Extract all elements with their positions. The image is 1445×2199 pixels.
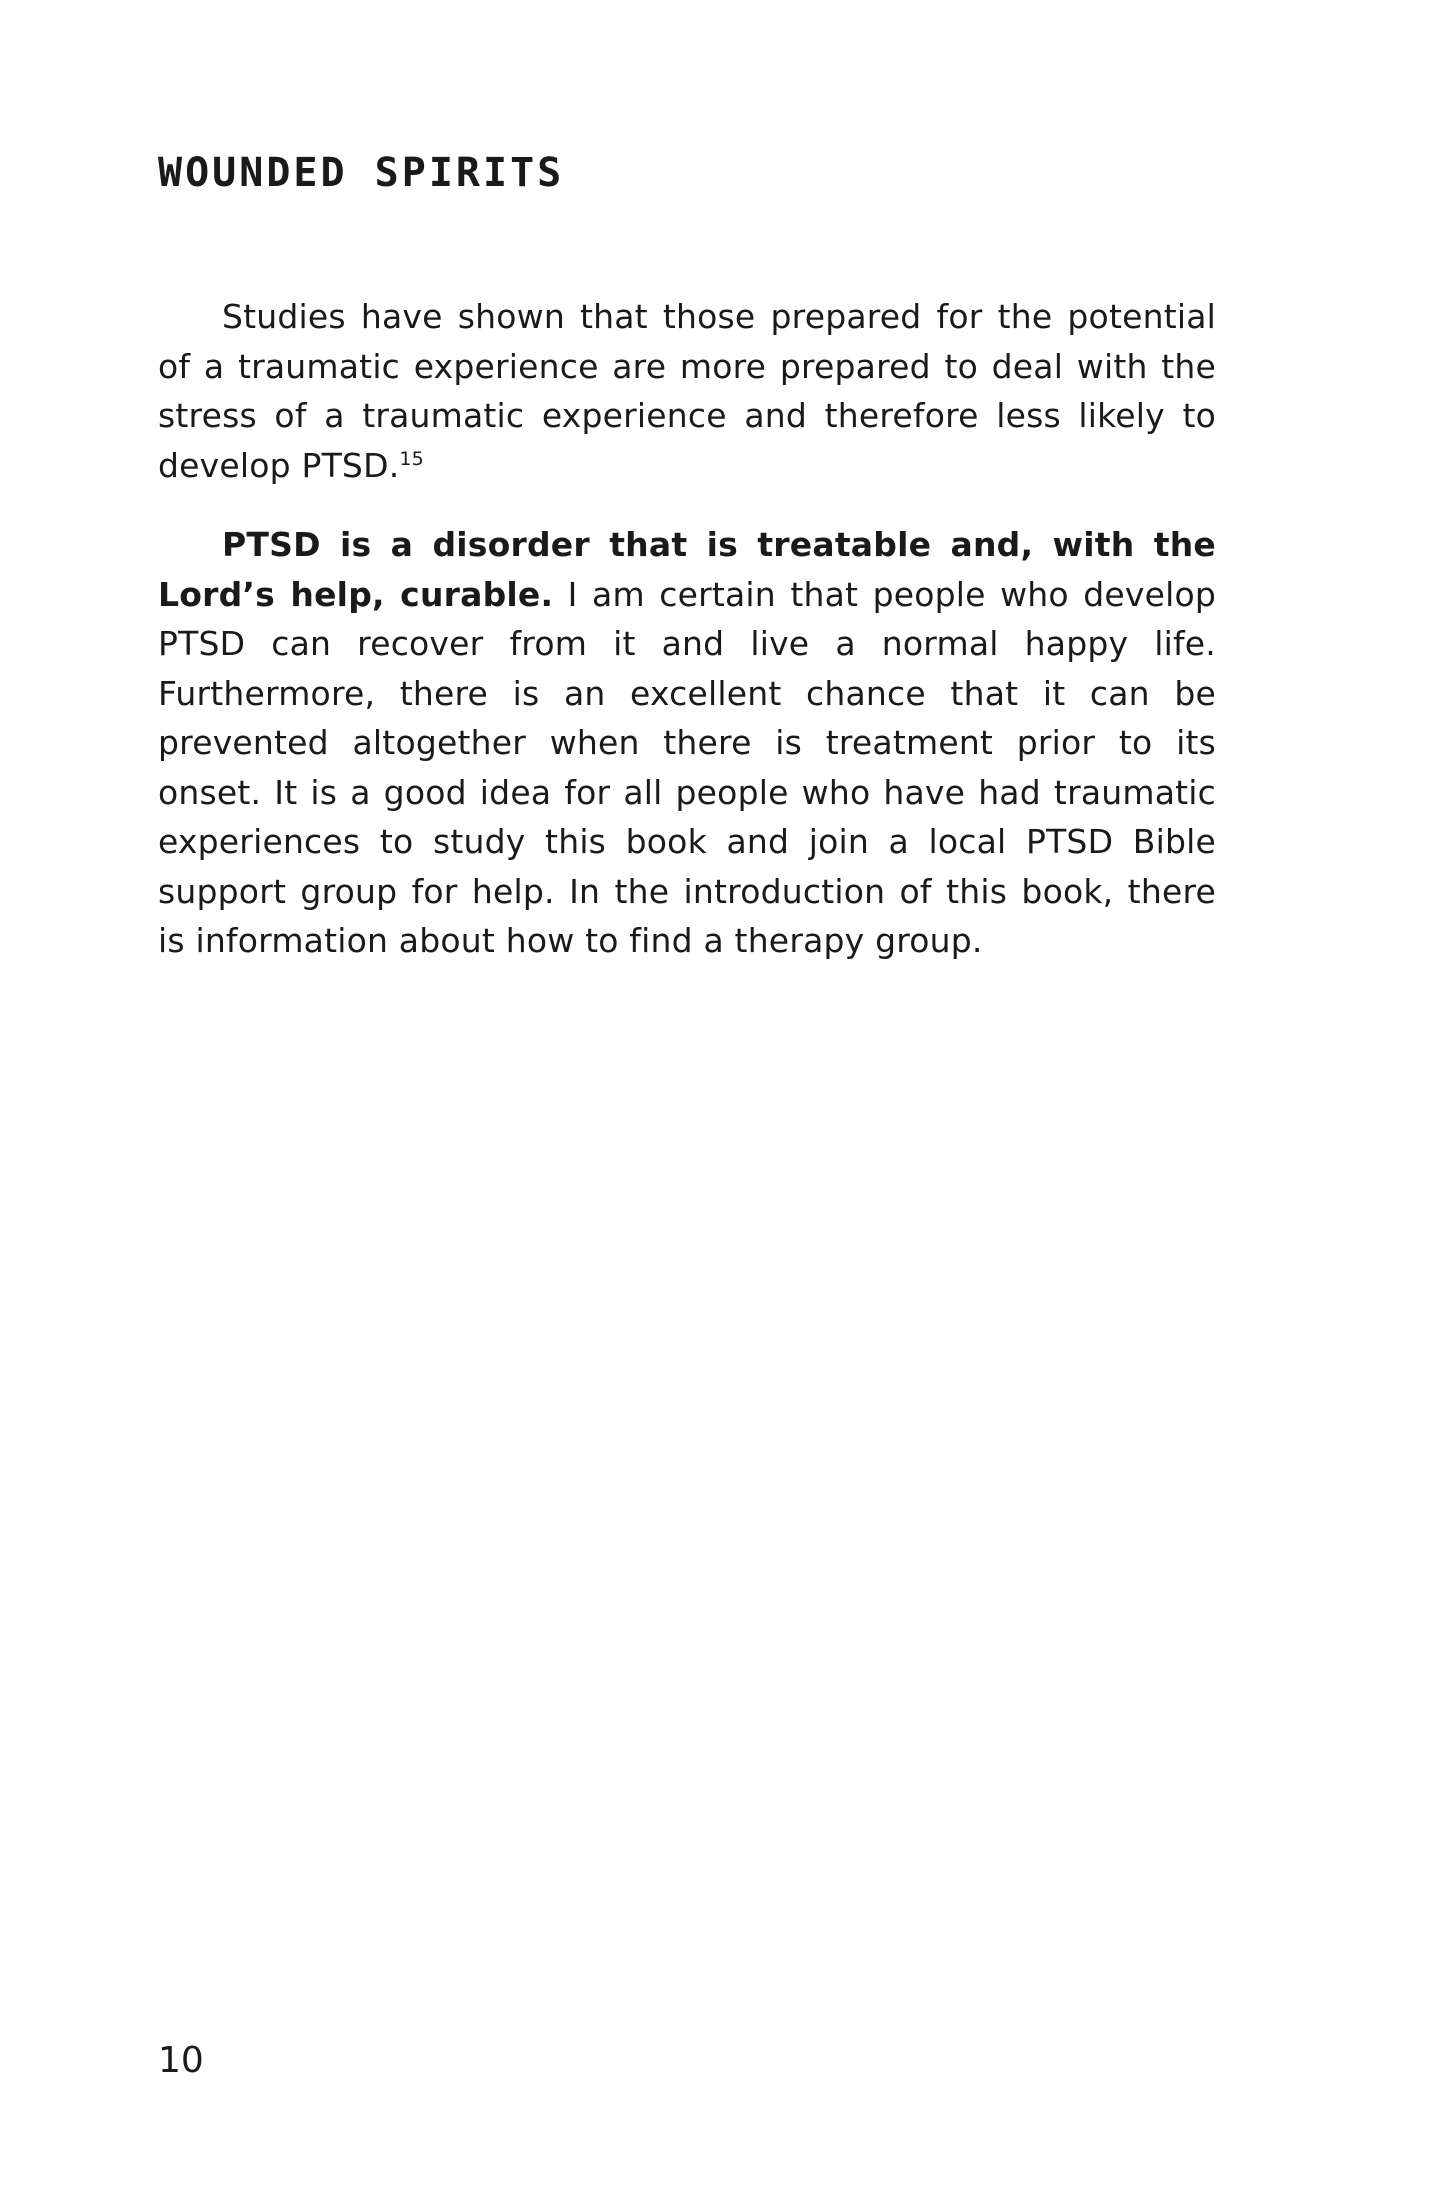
page-number: 10 [158, 2040, 204, 2081]
footnote-reference: 15 [399, 447, 424, 470]
paragraph-1-text: Studies have shown that those prepared for the potential of a traumatic experience are more prepared to deal with the stress of a traumatic experience and therefore less likely to develop PTSD. [158, 297, 1216, 485]
running-header: WOUNDED SPIRITS [158, 150, 565, 196]
paragraph-2-bold-lead: PTSD is a disorder that is treatable and, with the Lord’s help, curable. [158, 525, 1216, 614]
paragraph-1 [158, 292, 1216, 490]
paragraph-2-text: I am certain that people who develop PTSD can recover from it and live a normal happy life. Furthermore, there is an excellent chance that it can be prevented altogether when there is treatment prior to its onset. It is a good idea for all people who have had traumatic experiences to study this book and join a local PTSD Bible support group for help. In the introduction of this book, there is information about how to find a therapy group. [158, 574, 1216, 960]
body-text [158, 292, 1216, 996]
paragraph-2 [158, 520, 1216, 966]
